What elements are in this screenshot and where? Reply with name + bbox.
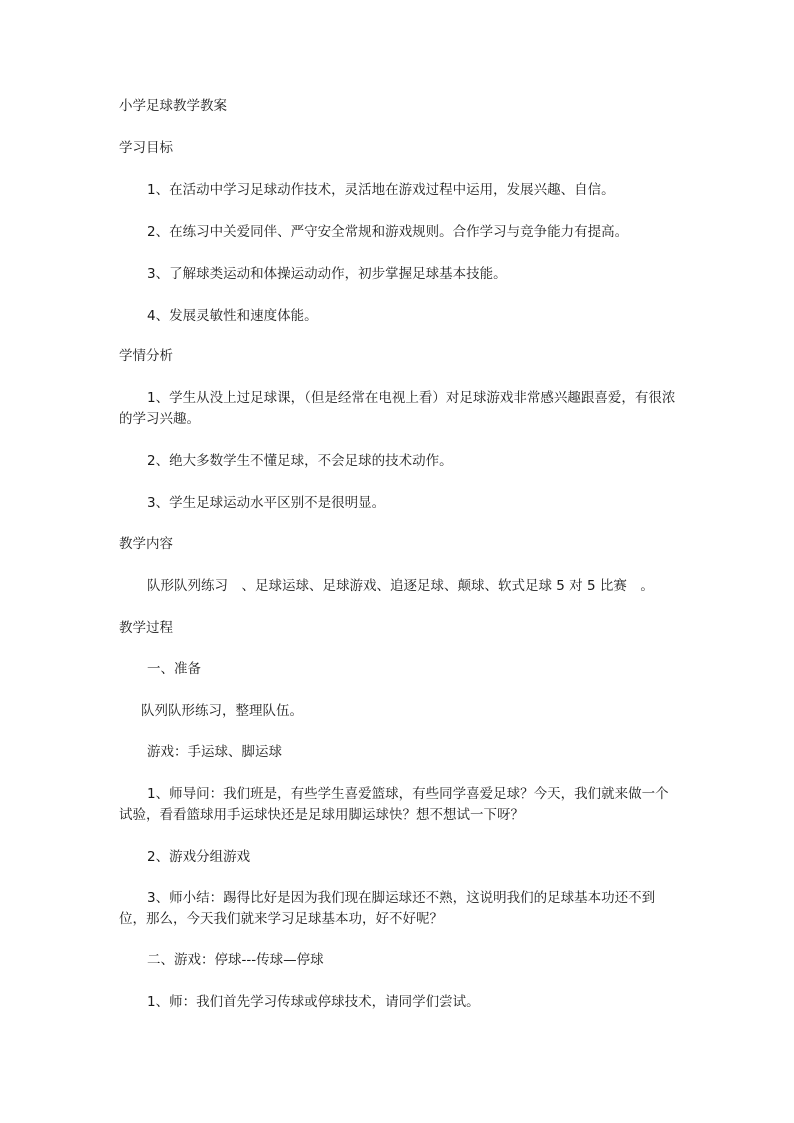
section-heading-process: 教学过程: [119, 620, 173, 636]
process-item-3: 3、师小结：踢得比好是因为我们现在脚运球还不熟，这说明我们的足球基本功还不到位，那么，今天我们就来学习足球基本功，好不好呢？: [119, 890, 656, 927]
process-item-2: 2、游戏分组游戏: [147, 849, 251, 865]
process-part1-title: 一、准备: [147, 661, 201, 677]
analysis-item-1: 1、学生从没上过足球课，（但是经常在电视上看）对足球游戏非常感兴趣跟喜爱，有很浓的学习兴趣。: [119, 390, 676, 427]
process-game1-title: 游戏：手运球、脚运球: [147, 744, 282, 760]
process-part2-item-1: 1、师：我们首先学习传球或停球技术，请同学们尝试。: [147, 994, 480, 1010]
goal-item-1: 1、在活动中学习足球动作技术，灵活地在游戏过程中运用，发展兴趣、自信。: [147, 182, 615, 198]
goal-item-2: 2、在练习中关爱同伴、严守安全常规和游戏规则。合作学习与竞争能力有提高。: [147, 224, 629, 240]
section-heading-goals: 学习目标: [119, 140, 173, 156]
section-heading-content: 教学内容: [119, 536, 173, 552]
goal-item-4: 4、发展灵敏性和速度体能。: [147, 308, 318, 324]
document-title: 小学足球教学教案: [119, 98, 227, 114]
goal-item-3: 3、了解球类运动和体操运动动作，初步掌握足球基本技能。: [147, 266, 507, 282]
process-item-1: 1、师导问：我们班是，有些学生喜爱篮球，有些同学喜爱足球？今天，我们就来做一个试验，看看篮球用手运球快还是足球用脚运球快？想不想试一下呀？: [119, 786, 669, 823]
analysis-item-3: 3、学生足球运动水平区别不是很明显。: [147, 495, 386, 511]
process-part2-title: 二、游戏：停球---传球—停球: [147, 952, 324, 968]
analysis-item-2: 2、绝大多数学生不懂足球，不会足球的技术动作。: [147, 453, 453, 469]
section-heading-analysis: 学情分析: [119, 348, 173, 364]
content-text: 队形队列练习 、足球运球、足球游戏、追逐足球、颠球、软式足球 5 对 5 比赛 。: [147, 578, 654, 594]
process-lineup-text: 队列队形练习，整理队伍。: [141, 703, 303, 719]
